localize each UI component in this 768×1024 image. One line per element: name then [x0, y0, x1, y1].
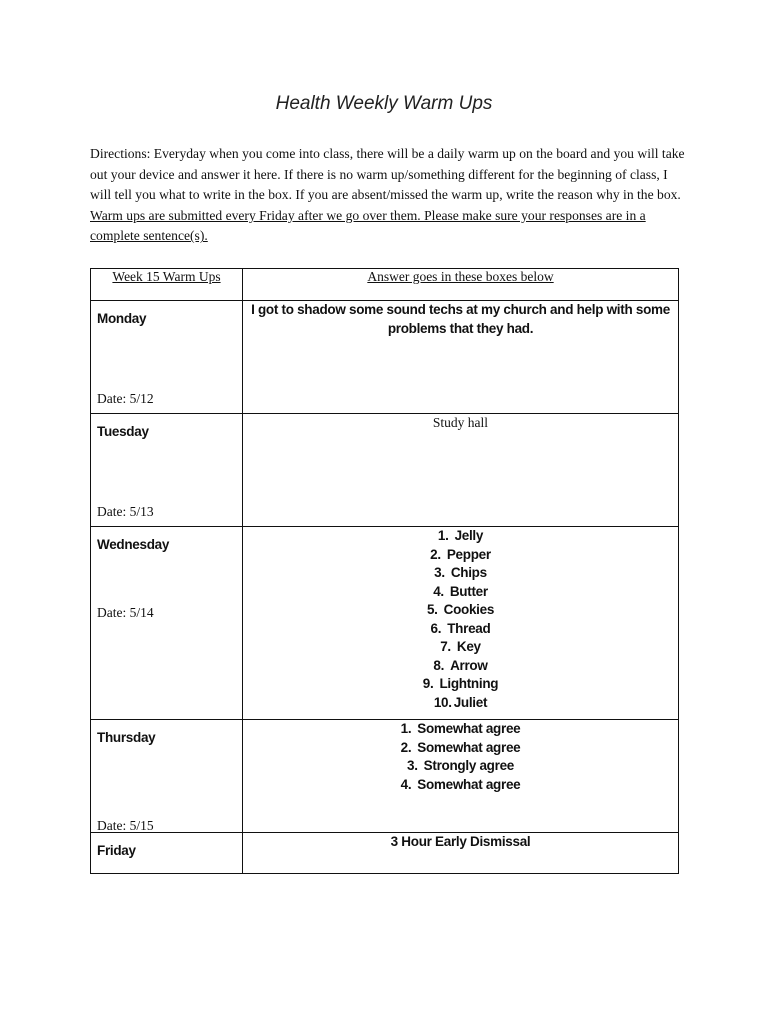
date-label-tuesday: Date: 5/13: [97, 504, 154, 519]
table-row-wednesday: [91, 527, 679, 720]
list-item: 10. Juliet: [433, 694, 488, 710]
directions-text: Directions: Everyday when you come into class, there will be a daily warm up on the board and you will take out your device and answer it here. If there is no warm up/something different for the beginning of class, I will tell you what to write in the box. If you are absent/missed the warm up, write the reason why in the box.: [90, 146, 685, 203]
date-label-thursday: Date: 5/15: [97, 818, 154, 833]
day-label-monday: Monday: [97, 311, 147, 326]
answer-text-tuesday: Study hall: [432, 415, 489, 430]
day-label-thursday: Thursday: [97, 730, 156, 745]
date-label-monday: Date: 5/12: [97, 391, 154, 406]
answer-cell-thursday[interactable]: [243, 720, 679, 833]
list-item: 9. Lightning: [422, 676, 499, 691]
answer-list-wednesday: [243, 527, 678, 712]
table-row-thursday: [91, 720, 679, 833]
list-item: 7. Key: [440, 639, 481, 654]
warm-ups-table: [90, 268, 679, 874]
answer-cell-tuesday[interactable]: [243, 414, 679, 527]
page-title: Health Weekly Warm Ups: [275, 93, 493, 114]
day-cell-monday: [91, 301, 243, 414]
day-label-friday: Friday: [97, 843, 136, 858]
answer-text-monday: I got to shadow some sound techs at my church and help with some problems that they had.: [251, 302, 670, 336]
answer-cell-friday[interactable]: [243, 833, 679, 874]
day-cell-friday: [91, 833, 243, 874]
list-item: 1. Jelly: [437, 528, 484, 543]
answer-list-thursday: [243, 720, 678, 794]
day-cell-tuesday: [91, 414, 243, 527]
date-label-wednesday: Date: 5/14: [97, 605, 154, 620]
header-right-cell: [243, 269, 679, 301]
list-item: 5. Cookies: [426, 602, 495, 617]
list-item: 3. Strongly agree: [407, 758, 514, 773]
header-right-label: Answer goes in these boxes below: [367, 269, 554, 284]
header-left-cell: [91, 269, 243, 301]
list-item: 2. Somewhat agree: [400, 739, 521, 755]
directions-paragraph: [90, 144, 690, 247]
answer-text-friday: 3 Hour Early Dismissal: [390, 834, 531, 849]
header-left-label: Week 15 Warm Ups: [112, 269, 221, 284]
list-item: 6. Thread: [430, 620, 491, 636]
list-item: 4. Somewhat agree: [400, 776, 521, 792]
directions-underlined-text: Warm ups are submitted every Friday after we go over them. Please make sure your responses are in a complete sentence(s).: [90, 207, 646, 244]
list-item: 3. Chips: [434, 565, 487, 580]
day-cell-wednesday: [91, 527, 243, 720]
answer-cell-monday[interactable]: [243, 301, 679, 414]
table-row-monday: [91, 301, 679, 414]
list-item: 1. Somewhat agree: [400, 721, 521, 736]
day-cell-thursday: [91, 720, 243, 833]
table-row-tuesday: [91, 414, 679, 527]
day-label-tuesday: Tuesday: [97, 424, 149, 439]
table-header-row: [91, 269, 679, 301]
table-row-friday: [91, 833, 679, 874]
list-item: 4. Butter: [433, 583, 488, 599]
day-label-wednesday: Wednesday: [97, 537, 170, 552]
answer-cell-wednesday[interactable]: [243, 527, 679, 720]
list-item: 8. Arrow: [433, 657, 488, 673]
list-item: 2. Pepper: [430, 546, 491, 562]
